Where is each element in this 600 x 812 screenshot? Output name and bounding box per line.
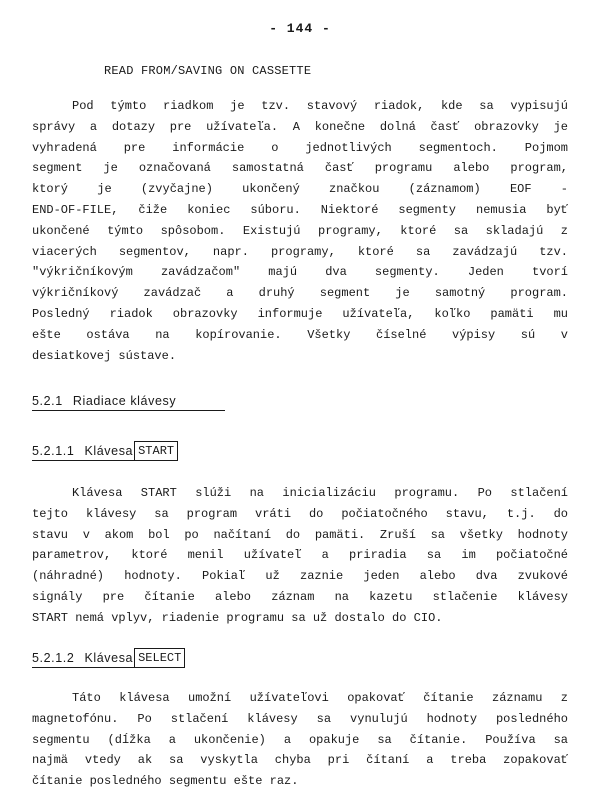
section-number: 5.2.1.1 (32, 444, 75, 458)
section-heading-5-2-1-1 (32, 441, 178, 461)
paragraph-line: ktorý je (zvyčajne) ukončený značkou (záznamom) EOF - (32, 182, 568, 197)
paragraph-line: signály pre čítanie alebo záznam na kazetu stlačenie klávesy (32, 589, 568, 604)
section-heading-5-2-1 (32, 391, 176, 411)
paragraph-line: ešte ostáva na kopírovanie. Všetky číselné výpisy sú v (32, 327, 568, 342)
select-key-box: SELECT (134, 648, 185, 668)
select-key-paragraph (32, 688, 568, 792)
section-title: Riadiace klávesy (72, 394, 177, 408)
section-title: Klávesa (84, 444, 134, 458)
page-number: - 144 - (269, 21, 331, 36)
section-title: Klávesa (84, 651, 134, 665)
paragraph-line: Klávesa START slúži na inicializáciu programu. Po stlačení (72, 486, 568, 500)
paragraph-line: stavu v akom bol po načítaní do pamäti. Zruší sa všetky hodnoty (32, 527, 568, 542)
paragraph-line: viacerých segmentov, napr. programy, ktoré sa zavádzajú tzv. (32, 244, 568, 259)
heading-underline (32, 410, 225, 411)
section-heading-5-2-1-2 (32, 648, 185, 668)
paragraph-line: (náhradné) hodnoty. Pokiaľ už zaznie jeden alebo dva zvukové (32, 569, 568, 584)
paragraph-line: segment je označovaná samostatná časť programu alebo program, (32, 161, 568, 176)
paragraph-line: END-OF-FILE, čiže koniec súboru. Niektoré segmenty nemusia byť (32, 202, 568, 217)
paragraph-line: Táto klávesa umožní užívateľovi opakovať čítanie záznamu z (72, 691, 568, 705)
heading-underline (32, 667, 166, 668)
paragraph-line: segmentu (dĺžka a ukončenie) a opakuje sa čítanie. Používa sa (32, 732, 568, 747)
paragraph-line: správy a dotazy pre užívateľa. A konečne dolná časť obrazovky je (32, 119, 568, 134)
paragraph-line: tejto klávesy sa program vráti do počiatočného stavu, t.j. do (32, 506, 568, 521)
paragraph-line: START nemá vplyv, riadenie programu sa už dostalo do CIO. (32, 610, 443, 625)
heading-underline (32, 460, 166, 461)
start-key-box: START (134, 441, 178, 461)
intro-paragraph (32, 96, 568, 366)
start-key-paragraph (32, 483, 568, 629)
paragraph-line: "výkričníkovým zavádzačom" majú dva segmenty. Jeden tvorí (32, 265, 568, 280)
paragraph-line: čítanie posledného segmentu ešte raz. (32, 774, 299, 789)
paragraph-line: výkričníkový zavádzač a druhý segment je samotný program. (32, 286, 568, 301)
section-number: 5.2.1 (32, 394, 63, 408)
paragraph-line: Pod týmto riadkom je tzv. stavový riadok, kde sa vypisujú (72, 99, 568, 113)
paragraph-line: Posledný riadok obrazovky informuje užívateľa, koľko pamäti mu (32, 306, 568, 321)
running-head: READ FROM/SAVING ON CASSETTE (104, 64, 312, 78)
section-number: 5.2.1.2 (32, 651, 75, 665)
paragraph-line: ukončené týmto spôsobom. Existujú programy, ktoré sa skladajú z (32, 223, 568, 238)
paragraph-line: parametrov, ktoré menil užívateľ a priradia sa im počiatočné (32, 548, 568, 563)
paragraph-line: najmä vtedy ak sa vyskytla chyba pri čítaní a treba zopakovať (32, 753, 568, 768)
paragraph-line: desiatkovej sústave. (32, 348, 177, 363)
paragraph-line: magnetofónu. Po stlačení klávesy sa vynulujú hodnoty posledného (32, 711, 568, 726)
paragraph-line: vyhradená pre informácie o jednotlivých segmentoch. Pojmom (32, 140, 568, 155)
